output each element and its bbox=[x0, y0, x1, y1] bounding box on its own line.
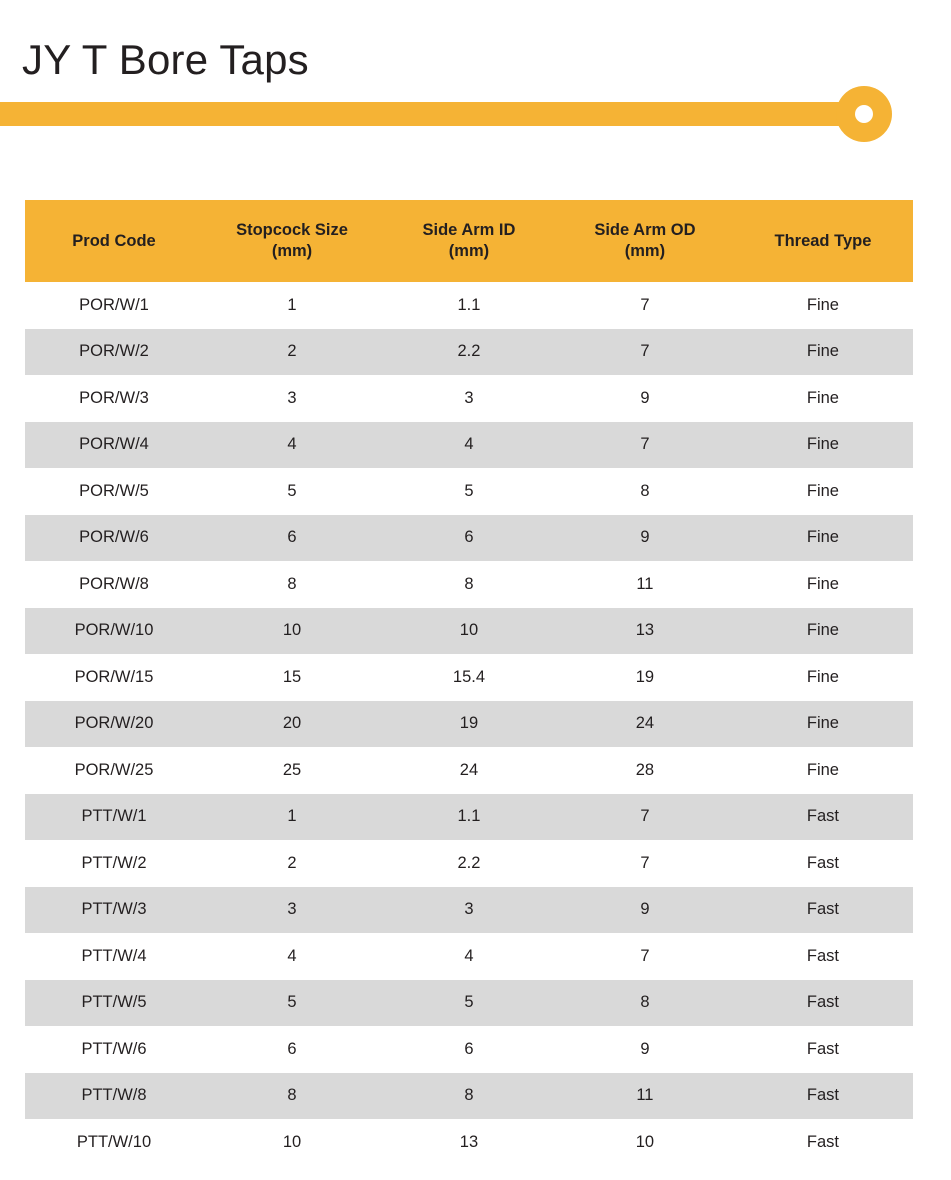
table-cell: 6 bbox=[381, 1026, 557, 1073]
table-row bbox=[25, 329, 913, 376]
table-cell: 8 bbox=[203, 1073, 381, 1120]
table-cell: 9 bbox=[557, 887, 733, 934]
table-row bbox=[25, 794, 913, 841]
table-row bbox=[25, 422, 913, 469]
table-cell: 6 bbox=[381, 515, 557, 562]
table-cell: 7 bbox=[557, 840, 733, 887]
table-cell: 5 bbox=[203, 980, 381, 1027]
specification-table-container bbox=[25, 200, 913, 1166]
product-code-cell: PTT/W/5 bbox=[25, 980, 203, 1027]
table-cell: 5 bbox=[381, 980, 557, 1027]
table-row bbox=[25, 840, 913, 887]
table-cell: Fast bbox=[733, 1026, 913, 1073]
table-cell: Fine bbox=[733, 329, 913, 376]
product-code-cell: PTT/W/3 bbox=[25, 887, 203, 934]
table-row bbox=[25, 375, 913, 422]
decorative-accent-bar bbox=[0, 102, 880, 126]
table-cell: 4 bbox=[381, 422, 557, 469]
product-code-cell: POR/W/2 bbox=[25, 329, 203, 376]
table-cell: 7 bbox=[557, 329, 733, 376]
table-cell: 1 bbox=[203, 794, 381, 841]
table-cell: 3 bbox=[203, 887, 381, 934]
table-cell: Fine bbox=[733, 747, 913, 794]
table-cell: Fine bbox=[733, 515, 913, 562]
table-cell: Fine bbox=[733, 282, 913, 329]
product-code-cell: PTT/W/1 bbox=[25, 794, 203, 841]
table-row bbox=[25, 887, 913, 934]
table-row bbox=[25, 561, 913, 608]
table-cell: Fine bbox=[733, 468, 913, 515]
table-cell: 10 bbox=[203, 1119, 381, 1166]
table-cell: Fine bbox=[733, 608, 913, 655]
product-code-cell: POR/W/1 bbox=[25, 282, 203, 329]
table-row bbox=[25, 1073, 913, 1120]
product-code-cell: POR/W/4 bbox=[25, 422, 203, 469]
table-cell: Fine bbox=[733, 375, 913, 422]
table-cell: Fast bbox=[733, 933, 913, 980]
table-cell: Fine bbox=[733, 654, 913, 701]
table-row bbox=[25, 468, 913, 515]
table-cell: 11 bbox=[557, 1073, 733, 1120]
product-code-cell: POR/W/8 bbox=[25, 561, 203, 608]
table-row bbox=[25, 282, 913, 329]
product-code-cell: POR/W/5 bbox=[25, 468, 203, 515]
page-title: JY T Bore Taps bbox=[22, 36, 309, 84]
table-cell: Fast bbox=[733, 887, 913, 934]
table-row bbox=[25, 701, 913, 748]
table-cell: 10 bbox=[203, 608, 381, 655]
table-cell: 15.4 bbox=[381, 654, 557, 701]
table-cell: 2.2 bbox=[381, 329, 557, 376]
table-cell: 7 bbox=[557, 933, 733, 980]
table-row bbox=[25, 608, 913, 655]
column-header: Side Arm ID (mm) bbox=[381, 200, 557, 282]
table-cell: 4 bbox=[203, 933, 381, 980]
table-cell: Fine bbox=[733, 701, 913, 748]
table-cell: 13 bbox=[557, 608, 733, 655]
table-cell: 11 bbox=[557, 561, 733, 608]
table-cell: 20 bbox=[203, 701, 381, 748]
table-cell: 24 bbox=[381, 747, 557, 794]
table-cell: 2 bbox=[203, 329, 381, 376]
table-cell: 6 bbox=[203, 515, 381, 562]
table-cell: 8 bbox=[557, 468, 733, 515]
table-cell: 8 bbox=[203, 561, 381, 608]
table-cell: 3 bbox=[381, 887, 557, 934]
table-cell: 4 bbox=[381, 933, 557, 980]
table-cell: Fast bbox=[733, 1119, 913, 1166]
table-cell: 8 bbox=[557, 980, 733, 1027]
table-cell: 25 bbox=[203, 747, 381, 794]
product-code-cell: POR/W/25 bbox=[25, 747, 203, 794]
table-cell: 9 bbox=[557, 1026, 733, 1073]
table-cell: Fast bbox=[733, 1073, 913, 1120]
table-row bbox=[25, 747, 913, 794]
table-cell: Fast bbox=[733, 980, 913, 1027]
decorative-accent-circle bbox=[836, 86, 892, 142]
table-cell: 9 bbox=[557, 515, 733, 562]
product-code-cell: POR/W/3 bbox=[25, 375, 203, 422]
table-cell: 5 bbox=[203, 468, 381, 515]
table-cell: 7 bbox=[557, 794, 733, 841]
table-cell: Fast bbox=[733, 794, 913, 841]
product-code-cell: PTT/W/6 bbox=[25, 1026, 203, 1073]
column-header: Prod Code bbox=[25, 200, 203, 282]
table-cell: 15 bbox=[203, 654, 381, 701]
table-cell: Fine bbox=[733, 561, 913, 608]
table-row bbox=[25, 1119, 913, 1166]
table-header bbox=[25, 200, 913, 282]
product-code-cell: PTT/W/8 bbox=[25, 1073, 203, 1120]
table-header-row bbox=[25, 200, 913, 282]
table-cell: 1 bbox=[203, 282, 381, 329]
table-cell: 4 bbox=[203, 422, 381, 469]
table-cell: 2 bbox=[203, 840, 381, 887]
table-cell: 19 bbox=[381, 701, 557, 748]
column-header: Side Arm OD (mm) bbox=[557, 200, 733, 282]
table-cell: Fine bbox=[733, 422, 913, 469]
table-cell: 19 bbox=[557, 654, 733, 701]
table-row bbox=[25, 933, 913, 980]
table-cell: 7 bbox=[557, 422, 733, 469]
table-cell: 28 bbox=[557, 747, 733, 794]
specification-table bbox=[25, 200, 913, 1166]
product-code-cell: POR/W/10 bbox=[25, 608, 203, 655]
table-cell: 10 bbox=[381, 608, 557, 655]
table-cell: 8 bbox=[381, 561, 557, 608]
table-cell: 1.1 bbox=[381, 794, 557, 841]
product-code-cell: POR/W/20 bbox=[25, 701, 203, 748]
table-row bbox=[25, 980, 913, 1027]
table-cell: 6 bbox=[203, 1026, 381, 1073]
table-cell: 9 bbox=[557, 375, 733, 422]
product-code-cell: PTT/W/2 bbox=[25, 840, 203, 887]
table-cell: 3 bbox=[203, 375, 381, 422]
column-header: Stopcock Size (mm) bbox=[203, 200, 381, 282]
table-cell: 1.1 bbox=[381, 282, 557, 329]
table-cell: 13 bbox=[381, 1119, 557, 1166]
table-body bbox=[25, 282, 913, 1166]
table-cell: Fast bbox=[733, 840, 913, 887]
table-cell: 2.2 bbox=[381, 840, 557, 887]
product-code-cell: PTT/W/4 bbox=[25, 933, 203, 980]
table-cell: 7 bbox=[557, 282, 733, 329]
table-cell: 3 bbox=[381, 375, 557, 422]
product-code-cell: PTT/W/10 bbox=[25, 1119, 203, 1166]
table-row bbox=[25, 1026, 913, 1073]
table-cell: 5 bbox=[381, 468, 557, 515]
product-code-cell: POR/W/15 bbox=[25, 654, 203, 701]
product-code-cell: POR/W/6 bbox=[25, 515, 203, 562]
table-cell: 10 bbox=[557, 1119, 733, 1166]
table-row bbox=[25, 654, 913, 701]
table-cell: 8 bbox=[381, 1073, 557, 1120]
table-cell: 24 bbox=[557, 701, 733, 748]
table-row bbox=[25, 515, 913, 562]
column-header: Thread Type bbox=[733, 200, 913, 282]
